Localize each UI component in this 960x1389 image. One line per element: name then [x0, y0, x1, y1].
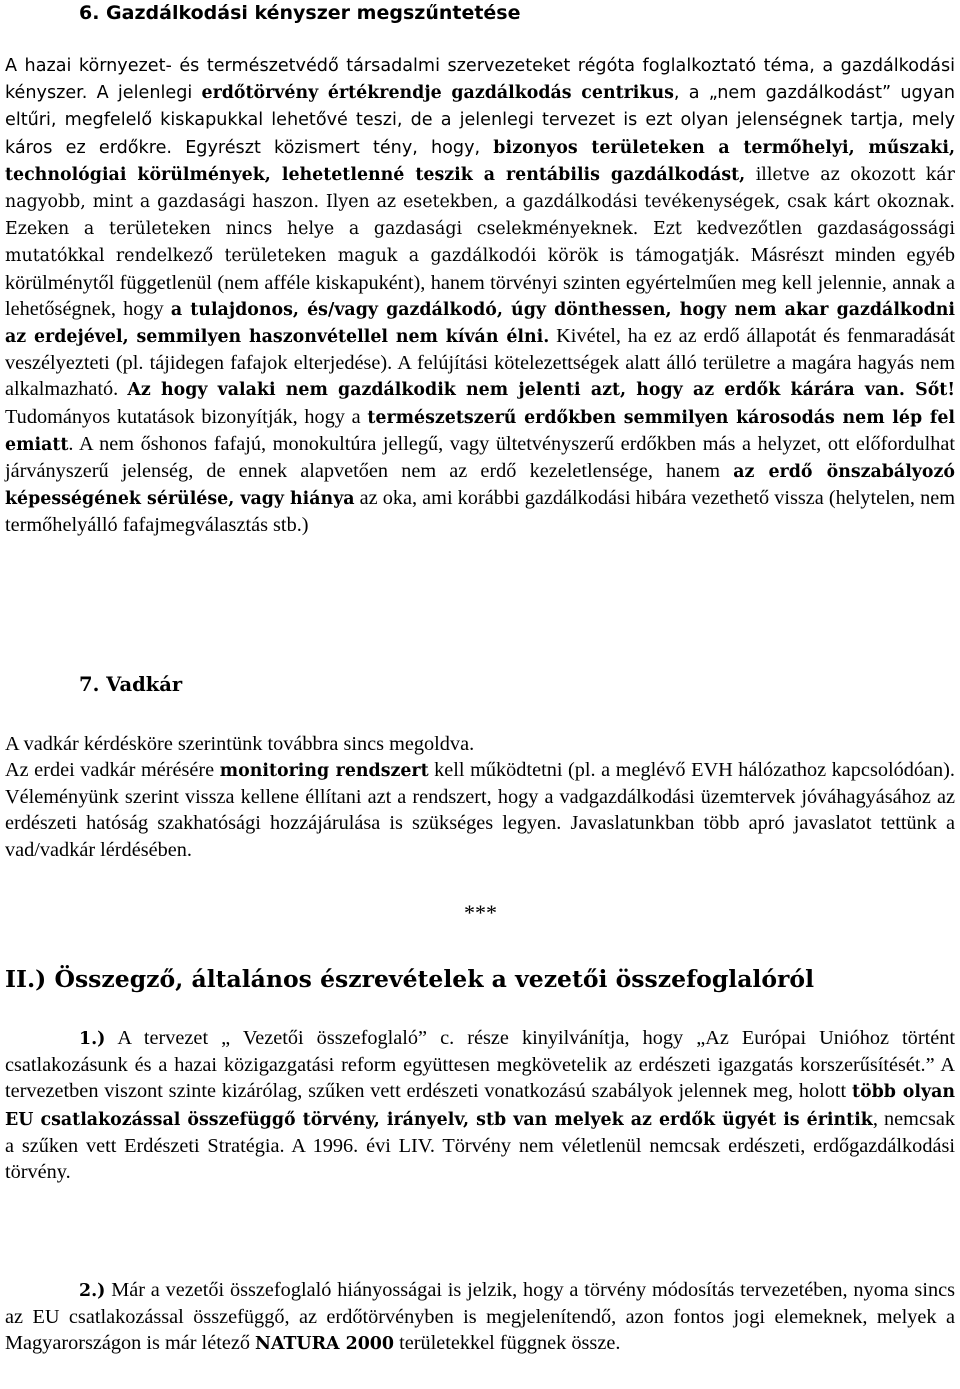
- section-6-paragraph: [5, 52, 955, 539]
- text-run: Másrészt minden egyéb körülménytől függetlenül (nem afféle kiskapuként), hanem törvényi szinten egyértelműen meg kell jelennie, annak a lehetőségnek, hogy: [5, 244, 955, 320]
- text-run: A hazai környezet- és természetvédő társadalmi szervezeteket régóta foglalkoztató téma, a gazdálkodási kényszer. A jelenlegi: [5, 56, 955, 104]
- section-2-item-2: [5, 1277, 955, 1358]
- item-number: 1.): [79, 1029, 106, 1049]
- section-7-paragraph: [5, 757, 955, 863]
- section-7-line: A vadkár kérdésköre szerintünk továbbra sincs megoldva.: [5, 733, 475, 755]
- text-run: az oka, ami korábbi gazdálkodási hibára vezethető vissza (helytelen, nem termőhelyálló fafajmegválasztás stb.): [5, 487, 955, 537]
- item-number: 2.): [79, 1281, 106, 1301]
- text-run: A tervezet „ Vezetői összefoglaló” c. része kinyilvánítja, hogy „Az Európai Unióhoz történt csatlakozásunk és a hazai közigazgatási reform együttesen megkövetelik az erdészeti igazgatás korszerűsítését.” A tervezetben viszont szinte kizárólag, szűken vett erdészeti vonatkozású szabályok jelennek meg, holott: [5, 1027, 955, 1103]
- bold-run: az erdő önszabályozó képességének sérülése, vagy hiánya: [5, 462, 955, 510]
- section-7-heading: 7. Vadkár: [79, 673, 183, 696]
- bold-run: monitoring rendszert: [219, 761, 429, 781]
- bold-run: a tulajdonos, és/vagy gazdálkodó, úgy dönthessen, hogy nem akar gazdálkodni az erdejével, semmilyen haszonvétellel nem kíván élni.: [5, 299, 955, 348]
- text-run: , nemcsak a szűken vett Erdészeti Stratégia. A 1996. évi LIV. Törvény nem véletlenül nemcsak erdészeti, erdőgazdálkodási törvény.: [5, 1107, 955, 1184]
- bold-run: NATURA 2000: [255, 1334, 394, 1355]
- text-run: Már a vezetői összefoglaló hiányosságai is jelzik, hogy a törvény módosítás tervezetében, nyoma sincs az EU csatlakozással összefüggő, az erdőtörvényben is megjelenítendő, azon fontos jogi elemeknek, melyek a Magyarországon is már létező: [5, 1279, 955, 1355]
- text-run: Tudományos kutatások bizonyítják, hogy a: [5, 405, 368, 428]
- bold-run: Az hogy valaki nem gazdálkodik nem jelenti azt, hogy az erdők kárára van. Sőt!: [127, 380, 955, 401]
- text-run: kell működtetni (pl. a meglévő EVH hálózathoz kapcsolódóan). Véleményünk szerint vissza kellene éllítani azt a rendszert, hogy a vadgazdálkodási üzemtervek jóváhagyásához az erdészeti hatóság szakhatósági hozzájárulása is szükséges legyen. Javaslatunkban több apró javaslatot tettünk a vad/vadkár lérdésében.: [5, 759, 955, 861]
- separator-asterisks: ***: [464, 900, 497, 925]
- bold-run: erdőtörvény értékrendje gazdálkodás centrikus: [201, 83, 674, 104]
- section-2-item-1: [5, 1025, 955, 1185]
- text-run: területekkel függnek össze.: [394, 1332, 621, 1355]
- section-2-heading: II.) Összegző, általános észrevételek a vezetői összefoglalóról: [5, 965, 815, 993]
- bold-run: bizonyos területeken a termőhelyi, műszaki, technológiai körülmények, lehetetlenné teszik a rentábilis gazdálkodást,: [5, 137, 956, 185]
- text-run: Az erdei vadkár mérésére: [5, 759, 220, 781]
- text-run: illetve az okozott kár nagyobb, mint a gazdasági haszon. Ilyen az esetekben, a gazdálkodási tevékenységek, csak kárt okoznak. Ezeken a területeken nincs helye a gazdasági cselekményeknek. Ezt kedvezőtlen gazdaságossági mutatókkal rendelkező területeken maguk a gazdálkodói körök is támogatják.: [5, 164, 955, 267]
- text-run: Kivétel, ha ez az erdő állapotát és fenmaradását veszélyezteti (pl. tájidegen fafajok elterjedése). A felújítási kötelezettségek alatt álló területre a magára hagyás nem alkalmazható.: [5, 325, 955, 401]
- bold-run: természetszerű erdőkben semmilyen károsodás nem lép fel emiatt: [5, 407, 955, 455]
- text-run: , a „nem gazdálkodást” ugyan eltűri, megfelelő kiskapukkal lehetővé teszi, de a jelenlegi tervezet is ezt olyan jelenségnek tartja, mely káros ez erdőkre. Egyrészt közismert tény, hogy,: [5, 83, 956, 158]
- bold-run: több olyan EU csatlakozással összefüggő törvény, irányelv, stb van melyek az erdők ügyét is érintik: [5, 1082, 955, 1130]
- text-run: . A nem őshonos fafajú, monokultúra jellegű, vagy ültetvényszerű erdőkben más a helyzet, ott előfordulhat járványszerű jelenség, de ennek alapvetően nem az erdő kezeletlensége, hanem: [5, 432, 955, 483]
- section-6-heading: 6. Gazdálkodási kényszer megszűntetése: [79, 2, 521, 24]
